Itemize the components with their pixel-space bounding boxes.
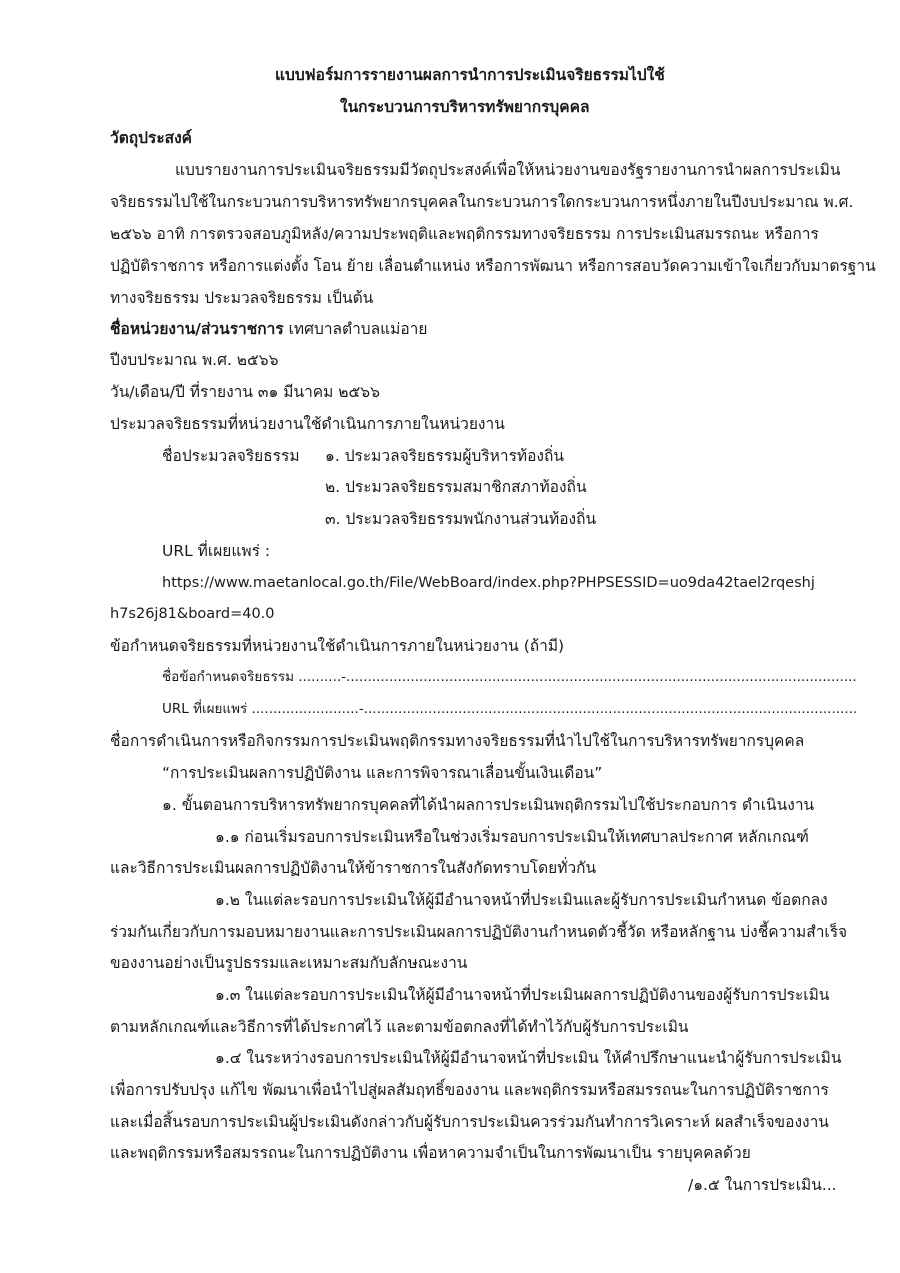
objective-line-3: ๒๕๖๖ อาทิ การตรวจสอบภูมิหลัง/ความประพฤติและพฤติกรรมทางจริยธรรม การประเมินสมรรถนะ หรือการ: [110, 225, 819, 243]
step-1-2-line-2: ร่วมกันเกี่ยวกับการมอบหมายงานและการประเมินผลการปฏิบัติงานกำหนดตัวชี้วัด หรือหลักฐาน บ่งชี้ความสำเร็จ: [110, 923, 848, 941]
step-1-4-line-1: ๑.๔ ในระหว่างรอบการประเมินให้ผู้มีอำนาจหน้าที่ประเมิน ให้คำปรึกษาแนะนำผู้รับการประเมิน: [215, 1049, 842, 1067]
objective-line-4: ปฏิบัติราชการ หรือการแต่งตั้ง โอน ย้าย เลื่อนตำแหน่ง หรือการพัฒนา หรือการสอบวัดความเข้าใจเกี่ยวกับมาตรฐาน: [110, 257, 876, 275]
url-link-line-2[interactable]: h7s26j81&board=40.0: [110, 606, 275, 622]
step-1-3-line-2: ตามหลักเกณฑ์และวิธีการที่ได้ประกาศไว้ และตามข้อตกลงที่ได้ทำไว้กับผู้รับการประเมิน: [110, 1018, 689, 1036]
url-link-line-1[interactable]: https://www.maetanlocal.go.th/File/WebBoard/index.php?PHPSESSID=uo9da42tael2rqeshj: [162, 575, 815, 591]
step-1-4-line-3: และเมื่อสิ้นรอบการประเมินผู้ประเมินดังกล่าวกับผู้รับการประเมินควรร่วมกันทำการวิเคราะห์ ผลสำเร็จของงาน: [110, 1113, 829, 1131]
step-1-2-line-3: ของงานอย่างเป็นรูปธรรมและเหมาะสมกับลักษณะงาน: [110, 954, 468, 972]
step-1-1-line-2: และวิธีการประเมินผลการปฏิบัติงานให้ข้าราชการในสังกัดทราบโดยทั่วกัน: [110, 859, 597, 877]
agency-row: [110, 318, 427, 340]
rules-name-line: ชื่อข้อกำหนดจริยธรรม ..........-.......................................................................................................................: [162, 669, 857, 685]
code-item-2: ๒. ประมวลจริยธรรมสมาชิกสภาท้องถิ่น: [325, 478, 587, 496]
step-1-1-line-1: ๑.๑ ก่อนเริ่มรอบการประเมินหรือในช่วงเริ่มรอบการประเมินให้เทศบาลประกาศ หลักเกณฑ์: [215, 828, 809, 846]
report-date: วัน/เดือน/ปี ที่รายงาน ๓๑ มีนาคม ๒๕๖๖: [110, 383, 380, 401]
step-1-4-line-2: เพื่อการปรับปรุง แก้ไข พัฒนาเพื่อนำไปสู่ผลสัมฤทธิ์ของงาน และพฤติกรรมหรือสมรรถนะในการปฏิบัติราชการ: [110, 1081, 829, 1099]
steps-heading: ๑. ขั้นตอนการบริหารทรัพยากรบุคคลที่ได้นำผลการประเมินพฤติกรรมไปใช้ประกอบการ ดำเนินงาน: [162, 796, 815, 814]
url-label: URL ที่เผยแพร่ :: [162, 542, 271, 560]
step-1-4-line-4: และพฤติกรรมหรือสมรรถนะในการปฏิบัติงาน เพื่อหาความจำเป็นในการพัฒนาเป็น รายบุคคลด้วย: [110, 1144, 751, 1162]
code-item-1: ๑. ประมวลจริยธรรมผู้บริหารท้องถิ่น: [325, 447, 564, 465]
code-item-3: ๓. ประมวลจริยธรรมพนักงานส่วนท้องถิ่น: [325, 510, 597, 528]
agency-label: ชื่อหน่วยงาน/ส่วนราชการ: [110, 320, 284, 338]
objective-line-1: แบบรายงานการประเมินจริยธรรมมีวัตถุประสงค์เพื่อให้หน่วยงานของรัฐรายงานการนำผลการประเมิน: [175, 161, 841, 179]
rules-intro: ข้อกำหนดจริยธรรมที่หน่วยงานใช้ดำเนินการภายในหน่วยงาน (ถ้ามี): [110, 637, 565, 655]
rules-url-line: URL ที่เผยแพร่ .........................-...................................................................................................................: [162, 701, 858, 717]
agency-value: เทศบาลตำบลแม่อาย: [288, 320, 428, 338]
step-1-2-line-1: ๑.๒ ในแต่ละรอบการประเมินให้ผู้มีอำนาจหน้าที่ประเมินและผู้รับการประเมินกำหนด ข้อตกลง: [215, 891, 828, 909]
step-1-3-line-1: ๑.๓ ในแต่ละรอบการประเมินให้ผู้มีอำนาจหน้าที่ประเมินผลการปฏิบัติงานของผู้รับการประเมิน: [215, 986, 830, 1004]
objective-line-5: ทางจริยธรรม ประมวลจริยธรรม เป็นต้น: [110, 289, 374, 307]
objective-line-2: จริยธรรมไปใช้ในกระบวนการบริหารทรัพยากรบุคคลในกระบวนการใดกระบวนการหนึ่งภายในปีงบประมาณ พ.ศ.: [110, 193, 854, 211]
objective-heading: วัตถุประสงค์: [110, 129, 193, 147]
form-title-line-2: ในกระบวนการบริหารทรัพยากรบุคคล: [340, 98, 590, 116]
codes-label: ชื่อประมวลจริยธรรม: [162, 447, 300, 465]
continuation-note: /๑.๕ ในการประเมิน...: [688, 1176, 837, 1194]
codes-intro: ประมวลจริยธรรมที่หน่วยงานใช้ดำเนินการภายในหน่วยงาน: [110, 415, 505, 433]
activity-name: “การประเมินผลการปฏิบัติงาน และการพิจารณาเลื่อนขั้นเงินเดือน”: [162, 764, 603, 782]
activity-intro: ชื่อการดำเนินการหรือกิจกรรมการประเมินพฤติกรรมทางจริยธรรมที่นำไปใช้ในการบริหารทรัพยากรบุคคล: [110, 732, 805, 750]
form-title-line-1: แบบฟอร์มการรายงานผลการนำการประเมินจริยธรรมไปใช้: [275, 66, 665, 84]
fiscal-year: ปีงบประมาณ พ.ศ. ๒๕๖๖: [110, 351, 279, 369]
